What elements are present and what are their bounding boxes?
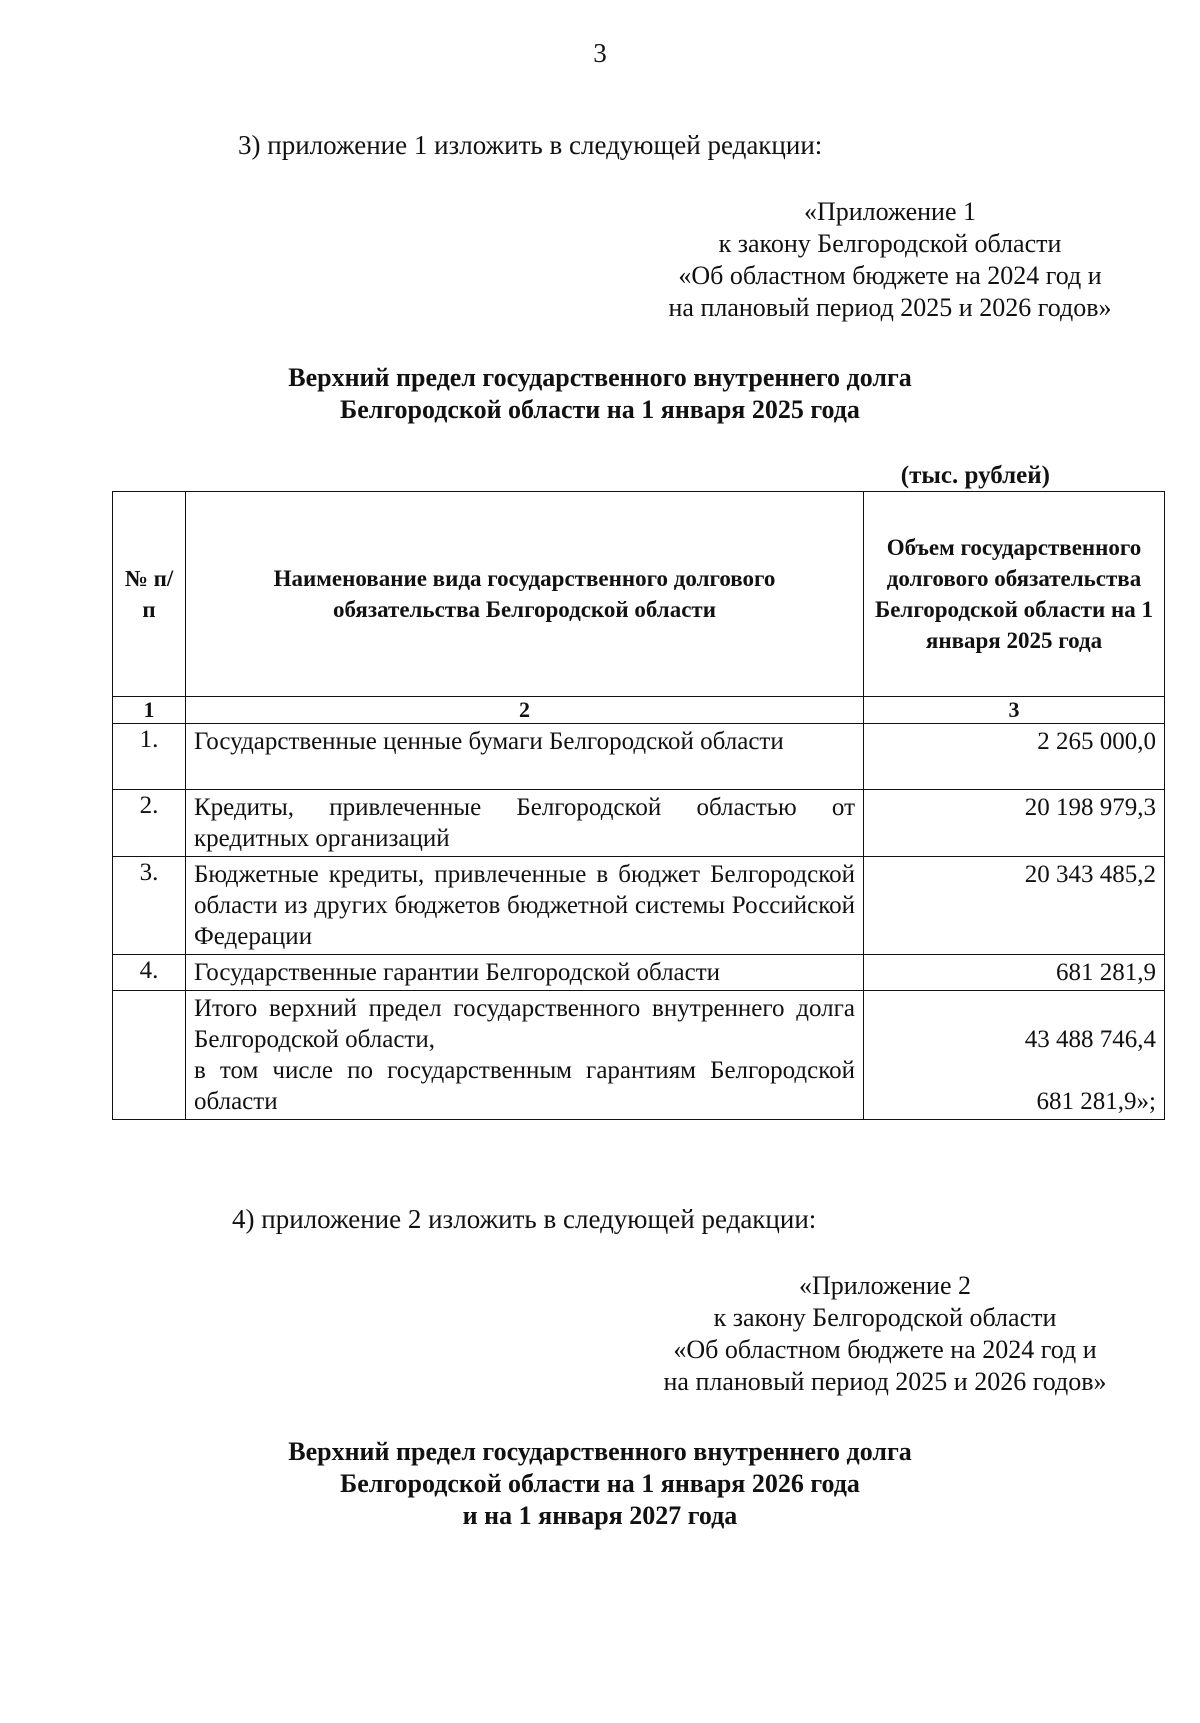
table-row (113, 857, 1165, 955)
total-value (864, 991, 1165, 1120)
total-name-line: в том числе по государственным гарантиям Белгородской области (194, 1057, 855, 1115)
header-num: № п/п (113, 492, 186, 697)
column-numbers-row (113, 697, 1165, 724)
total-number (113, 991, 186, 1120)
item-4-text: 4) приложение 2 изложить в следующей редакции: (232, 1204, 817, 1234)
table-row (113, 724, 1165, 790)
row-value: 681 281,9 (864, 955, 1165, 991)
total-name-line: Итого верхний предел государственного внутреннего долга Белгородской области, (194, 995, 855, 1053)
row-name: Бюджетные кредиты, привлеченные в бюджет Белгородской области из других бюджетов бюджетной системы Российской Федерации (186, 857, 864, 955)
appendix-1-line: на плановый период 2025 и 2026 годов» (668, 293, 1112, 322)
table-2-title (0, 1436, 1200, 1532)
appendix-2-line: «Приложение 2 (798, 1271, 972, 1300)
appendix-2-reference (625, 1270, 1145, 1398)
appendix-2-line: на плановый период 2025 и 2026 годов» (663, 1367, 1107, 1396)
column-number: 2 (186, 697, 864, 724)
table-1-title-line: Белгородской области на 1 января 2025 года (340, 395, 860, 424)
table-header-row (113, 492, 1165, 697)
appendix-1-reference (630, 196, 1150, 324)
appendix-1-line: «Приложение 1 (803, 197, 977, 226)
table-2-title-line: Белгородской области на 1 января 2026 года (340, 1469, 860, 1498)
column-number: 1 (113, 697, 186, 724)
table-1-title-line: Верхний предел государственного внутреннего долга (288, 363, 912, 392)
units-label: (тыс. рублей) (900, 462, 1050, 489)
table-row (113, 955, 1165, 991)
table-1-title (0, 362, 1200, 426)
total-value-line: 43 488 746,4 (1024, 1026, 1156, 1053)
row-value: 20 198 979,3 (864, 790, 1165, 857)
row-name: Государственные ценные бумаги Белгородской области (186, 724, 864, 790)
header-value: Объем государственного долгового обязательства Белгородской области на 1 января 2025 года (864, 492, 1165, 697)
row-number: 1. (113, 724, 186, 790)
page-number: 3 (593, 38, 607, 68)
table-2-title-line: и на 1 января 2027 года (462, 1501, 738, 1530)
row-value: 2 265 000,0 (864, 724, 1165, 790)
appendix-2-line: к закону Белгородской области (713, 1303, 1057, 1332)
row-number: 4. (113, 955, 186, 991)
table-row (113, 790, 1165, 857)
total-name (186, 991, 864, 1120)
appendix-1-line: «Об областном бюджете на 2024 год и (678, 261, 1102, 290)
appendix-2-line: «Об областном бюджете на 2024 год и (673, 1335, 1097, 1364)
total-value-line: 681 281,9»; (1036, 1088, 1156, 1115)
row-value: 20 343 485,2 (864, 857, 1165, 955)
appendix-1-line: к закону Белгородской области (718, 229, 1062, 258)
header-name: Наименование вида государственного долгового обязательства Белгородской области (186, 492, 864, 697)
table-2-title-line: Верхний предел государственного внутреннего долга (288, 1437, 912, 1466)
row-number: 2. (113, 790, 186, 857)
row-name: Государственные гарантии Белгородской области (186, 955, 864, 991)
debt-table (112, 491, 1165, 1120)
row-name: Кредиты, привлеченные Белгородской областью от кредитных организаций (186, 790, 864, 857)
total-row (113, 991, 1165, 1120)
row-number: 3. (113, 857, 186, 955)
item-3-text: 3) приложение 1 изложить в следующей редакции: (238, 130, 823, 160)
column-number: 3 (864, 697, 1165, 724)
